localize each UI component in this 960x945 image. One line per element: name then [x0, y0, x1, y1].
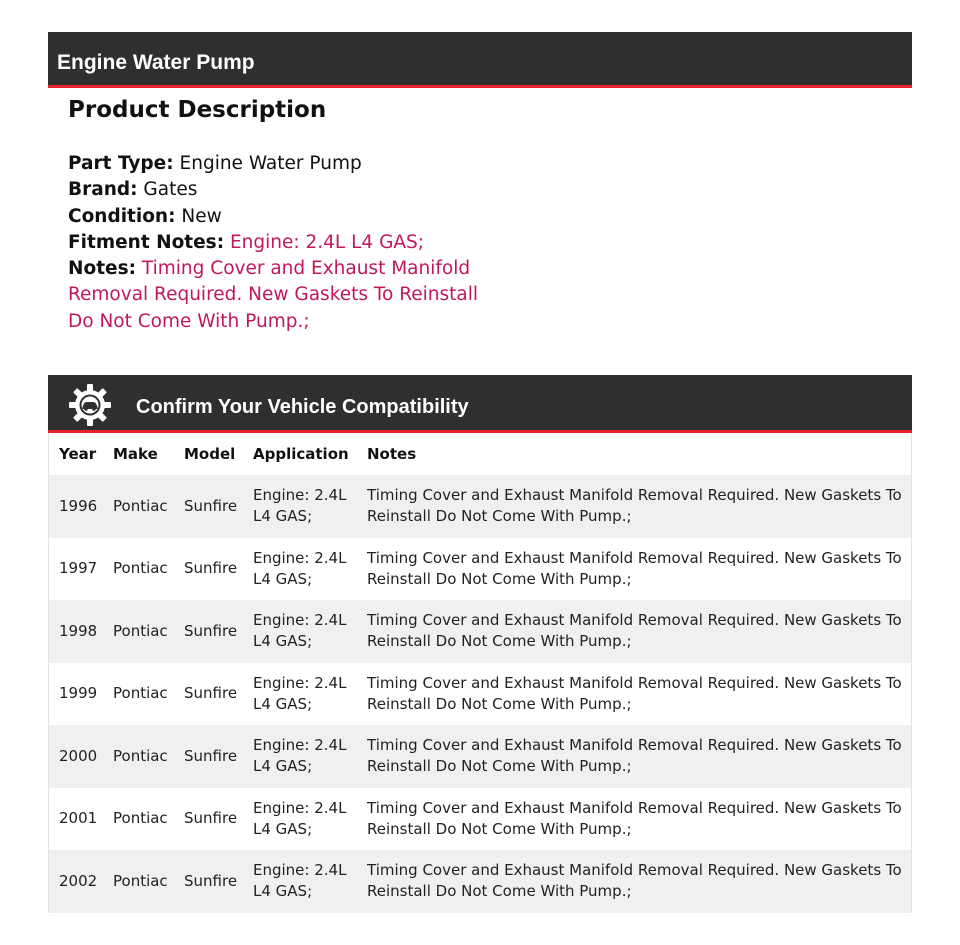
- condition-row: [68, 204, 488, 230]
- cell-make: Pontiac: [113, 809, 168, 828]
- condition-label: Condition:: [68, 205, 176, 227]
- cell-model: Sunfire: [184, 871, 238, 890]
- table-row: [49, 788, 911, 851]
- cell-application: Engine: 2.4L L4 GAS;: [253, 798, 347, 838]
- cell-notes: Timing Cover and Exhaust Manifold Removal Required. New Gaskets To Reinstall Do Not Come With Pump.;: [367, 798, 902, 838]
- notes-label: Notes:: [68, 258, 136, 280]
- product-title: Engine Water Pump: [57, 51, 255, 74]
- cell-make: Pontiac: [113, 621, 168, 640]
- cell-model: Sunfire: [184, 496, 238, 515]
- brand-row: [68, 177, 488, 203]
- cell-year: 2002: [59, 871, 98, 890]
- fitment-row: [68, 230, 488, 256]
- notes-row: [68, 256, 488, 335]
- condition-value: New: [181, 205, 222, 227]
- compatibility-header: [48, 375, 912, 433]
- cell-model: Sunfire: [184, 559, 238, 578]
- column-header-model: Model: [184, 445, 236, 463]
- cell-year: 1996: [59, 496, 98, 515]
- column-header-notes: Notes: [367, 445, 417, 463]
- product-title-bar: [48, 32, 912, 88]
- cell-year: 1999: [59, 684, 98, 703]
- cell-application: Engine: 2.4L L4 GAS;: [253, 736, 347, 776]
- cell-notes: Timing Cover and Exhaust Manifold Removal Required. New Gaskets To Reinstall Do Not Come With Pump.;: [367, 548, 902, 588]
- table-row: [49, 850, 911, 913]
- cell-make: Pontiac: [113, 684, 168, 703]
- table-row: [49, 663, 911, 726]
- fitment-label: Fitment Notes:: [68, 231, 225, 253]
- compatibility-table: [49, 433, 911, 913]
- part-type-value: Engine Water Pump: [179, 153, 362, 174]
- cell-notes: Timing Cover and Exhaust Manifold Removal Required. New Gaskets To Reinstall Do Not Come With Pump.;: [367, 673, 902, 713]
- cell-application: Engine: 2.4L L4 GAS;: [253, 673, 347, 713]
- notes-value: Timing Cover and Exhaust Manifold Removal Required. New Gaskets To Reinstall Do Not Come With Pump.;: [68, 258, 479, 332]
- cell-notes: Timing Cover and Exhaust Manifold Removal Required. New Gaskets To Reinstall Do Not Come With Pump.;: [367, 736, 902, 776]
- cell-model: Sunfire: [184, 746, 238, 765]
- cell-year: 1997: [59, 559, 98, 578]
- brand-value: Gates: [143, 179, 198, 201]
- cell-model: Sunfire: [184, 684, 238, 703]
- cell-model: Sunfire: [184, 621, 238, 640]
- part-type-row: [68, 151, 488, 177]
- description-heading: Product Description: [68, 97, 327, 123]
- table-row: [49, 475, 911, 538]
- part-type-label: Part Type:: [68, 153, 174, 174]
- cell-model: Sunfire: [184, 809, 238, 828]
- table-row: [49, 538, 911, 601]
- cell-application: Engine: 2.4L L4 GAS;: [253, 861, 347, 901]
- column-header-application: Application: [253, 445, 349, 463]
- cell-make: Pontiac: [113, 559, 168, 578]
- cell-make: Pontiac: [113, 746, 168, 765]
- fitment-value: Engine: 2.4L L4 GAS;: [229, 231, 425, 253]
- product-description: [68, 151, 488, 335]
- cell-make: Pontiac: [113, 496, 168, 515]
- gear-car-icon: [68, 383, 112, 427]
- cell-notes: Timing Cover and Exhaust Manifold Removal Required. New Gaskets To Reinstall Do Not Come With Pump.;: [367, 861, 902, 901]
- cell-year: 1998: [59, 621, 98, 640]
- column-header-year: Year: [59, 445, 97, 463]
- compatibility-title: Confirm Your Vehicle Compatibility: [136, 396, 469, 418]
- cell-make: Pontiac: [113, 871, 168, 890]
- table-header-row: [49, 433, 911, 475]
- cell-application: Engine: 2.4L L4 GAS;: [253, 548, 347, 588]
- cell-application: Engine: 2.4L L4 GAS;: [253, 486, 347, 526]
- cell-application: Engine: 2.4L L4 GAS;: [253, 611, 347, 651]
- cell-year: 2000: [59, 746, 98, 765]
- compatibility-table-container: [48, 433, 912, 913]
- cell-notes: Timing Cover and Exhaust Manifold Removal Required. New Gaskets To Reinstall Do Not Come With Pump.;: [367, 611, 902, 651]
- brand-label: Brand:: [68, 179, 138, 201]
- column-header-make: Make: [113, 445, 158, 463]
- cell-year: 2001: [59, 809, 98, 828]
- table-row: [49, 725, 911, 788]
- table-row: [49, 600, 911, 663]
- cell-notes: Timing Cover and Exhaust Manifold Removal Required. New Gaskets To Reinstall Do Not Come With Pump.;: [367, 486, 902, 526]
